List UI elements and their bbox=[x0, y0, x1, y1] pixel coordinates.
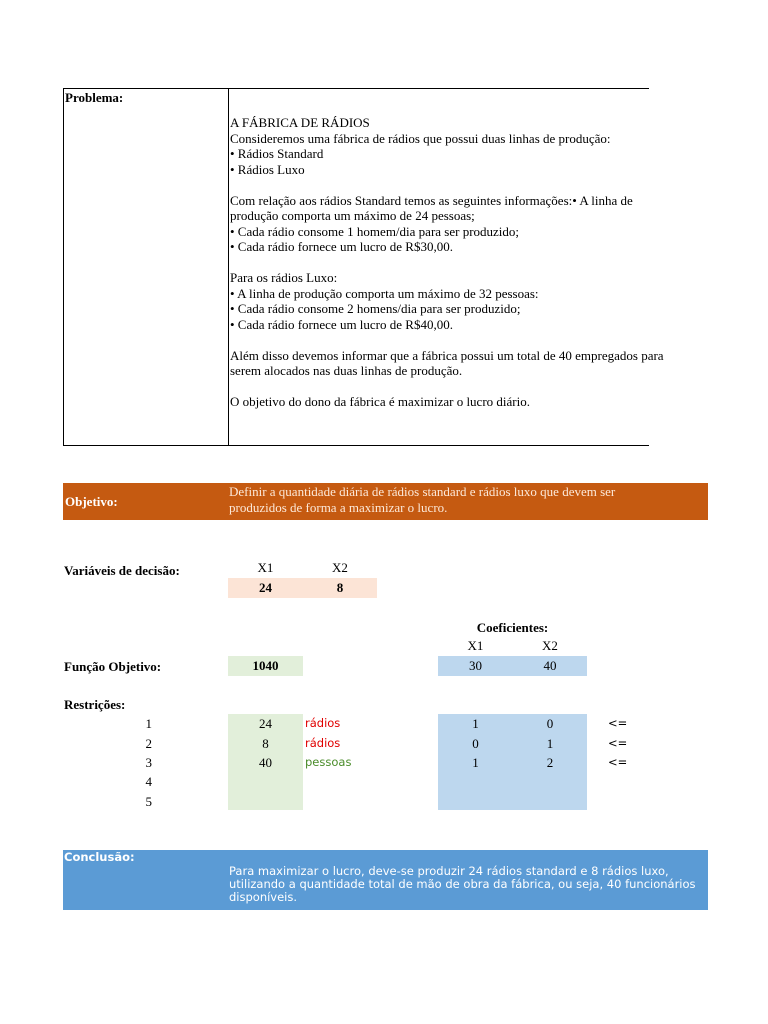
constraint-value[interactable]: 24 bbox=[259, 716, 272, 731]
conclusao-line: utilizando a quantidade total de mão de obra da fábrica, ou seja, 40 funcionários bbox=[229, 877, 696, 891]
coef-label: Coeficientes: bbox=[476, 620, 549, 635]
decision-label: Variáveis de decisão: bbox=[64, 563, 180, 578]
problem-line bbox=[230, 177, 648, 193]
constraint-coef-x2[interactable]: 2 bbox=[546, 755, 554, 770]
constraint-num: 3 bbox=[145, 755, 152, 770]
problem-line: Com relação aos rádios Standard temos as seguintes informações:• A linha de bbox=[230, 192, 633, 208]
constraint-num: 1 bbox=[145, 716, 152, 731]
conclusao-line: Para maximizar o lucro, deve-se produzir 24 rádios standard e 8 rádios luxo, bbox=[229, 864, 669, 878]
objective-function-label: Função Objetivo: bbox=[64, 659, 162, 674]
objective-value-cell[interactable]: 1040 bbox=[228, 656, 303, 676]
objetivo-line: Definir a quantidade diária de rádios standard e rádios luxo que devem ser bbox=[229, 484, 616, 499]
problem-line: • Cada rádio fornece um lucro de R$40,00. bbox=[230, 316, 453, 332]
problem-line: O objetivo do dono da fábrica é maximizar o lucro diário. bbox=[230, 394, 530, 409]
x2-value-cell[interactable]: 8 bbox=[303, 578, 377, 598]
x1-header: X1 bbox=[257, 560, 274, 575]
problem-line: A FÁBRICA DE RÁDIOS bbox=[230, 115, 370, 130]
constraint-value[interactable]: 8 bbox=[262, 736, 269, 751]
constraint-value[interactable]: 40 bbox=[259, 755, 272, 770]
coef-x2-header: X2 bbox=[542, 638, 558, 653]
objetivo-line: produzidos de forma a maximizar o lucro. bbox=[229, 500, 448, 515]
objetivo-text bbox=[229, 484, 647, 516]
problem-line: • Rádios Standard bbox=[230, 146, 324, 161]
constraint-unit: rádios bbox=[305, 716, 341, 730]
problem-line: Para os rádios Luxo: bbox=[230, 270, 338, 285]
problem-line: Além disso devemos informar que a fábrica possui um total de 40 empregados para bbox=[230, 347, 664, 363]
problem-divider bbox=[228, 88, 229, 445]
objective-coef-x2[interactable]: 40 bbox=[513, 656, 587, 676]
problem-line bbox=[230, 332, 648, 348]
problem-line: • Rádios Luxo bbox=[230, 161, 305, 177]
constraint-coef-x1[interactable]: 1 bbox=[472, 755, 479, 770]
problem-text bbox=[230, 115, 664, 435]
constraint-coef-x2[interactable]: 0 bbox=[546, 716, 554, 731]
objective-coef-x1[interactable]: 30 bbox=[438, 656, 513, 676]
constraint-num: 4 bbox=[145, 774, 152, 789]
problem-line: • Cada rádio consome 2 homens/dia para ser produzido; bbox=[230, 301, 521, 316]
constraint-operator: <= bbox=[608, 755, 628, 769]
conclusao-text bbox=[229, 864, 696, 904]
problem-line: serem alocados nas duas linhas de produção. bbox=[230, 363, 463, 378]
problem-line: produção comporta um máximo de 24 pessoas; bbox=[230, 208, 475, 223]
problem-line: • Cada rádio consome 1 homem/dia para ser produzido; bbox=[230, 223, 520, 239]
constraint-coef-x1[interactable]: 0 bbox=[472, 736, 479, 751]
constraints-label: Restrições: bbox=[64, 697, 126, 712]
x1-value-cell[interactable]: 24 bbox=[228, 578, 303, 598]
problem-line: • Cada rádio fornece um lucro de R$30,00. bbox=[230, 239, 453, 254]
constraint-unit: rádios bbox=[305, 736, 341, 750]
conclusao-label: Conclusão: bbox=[64, 850, 135, 864]
constraint-coef-x2[interactable]: 1 bbox=[546, 736, 554, 751]
objetivo-label: Objetivo: bbox=[65, 494, 118, 509]
problem-label: Problema: bbox=[65, 90, 124, 105]
problem-line: Consideremos uma fábrica de rádios que possui duas linhas de produção: bbox=[230, 130, 611, 146]
problem-line bbox=[230, 379, 648, 395]
constraint-operator: <= bbox=[608, 716, 628, 730]
problem-line: • A linha de produção comporta um máximo de 32 pessoas: bbox=[230, 285, 539, 301]
constraint-unit: pessoas bbox=[305, 755, 352, 769]
x2-header: X2 bbox=[332, 560, 348, 575]
conclusao-line: disponíveis. bbox=[229, 890, 298, 904]
problem-line bbox=[230, 255, 648, 271]
coef-x1-header: X1 bbox=[467, 638, 484, 653]
constraint-num: 2 bbox=[145, 736, 152, 751]
constraint-operator: <= bbox=[608, 736, 628, 750]
constraint-coef-x1[interactable]: 1 bbox=[472, 716, 479, 731]
constraint-num: 5 bbox=[145, 794, 152, 809]
